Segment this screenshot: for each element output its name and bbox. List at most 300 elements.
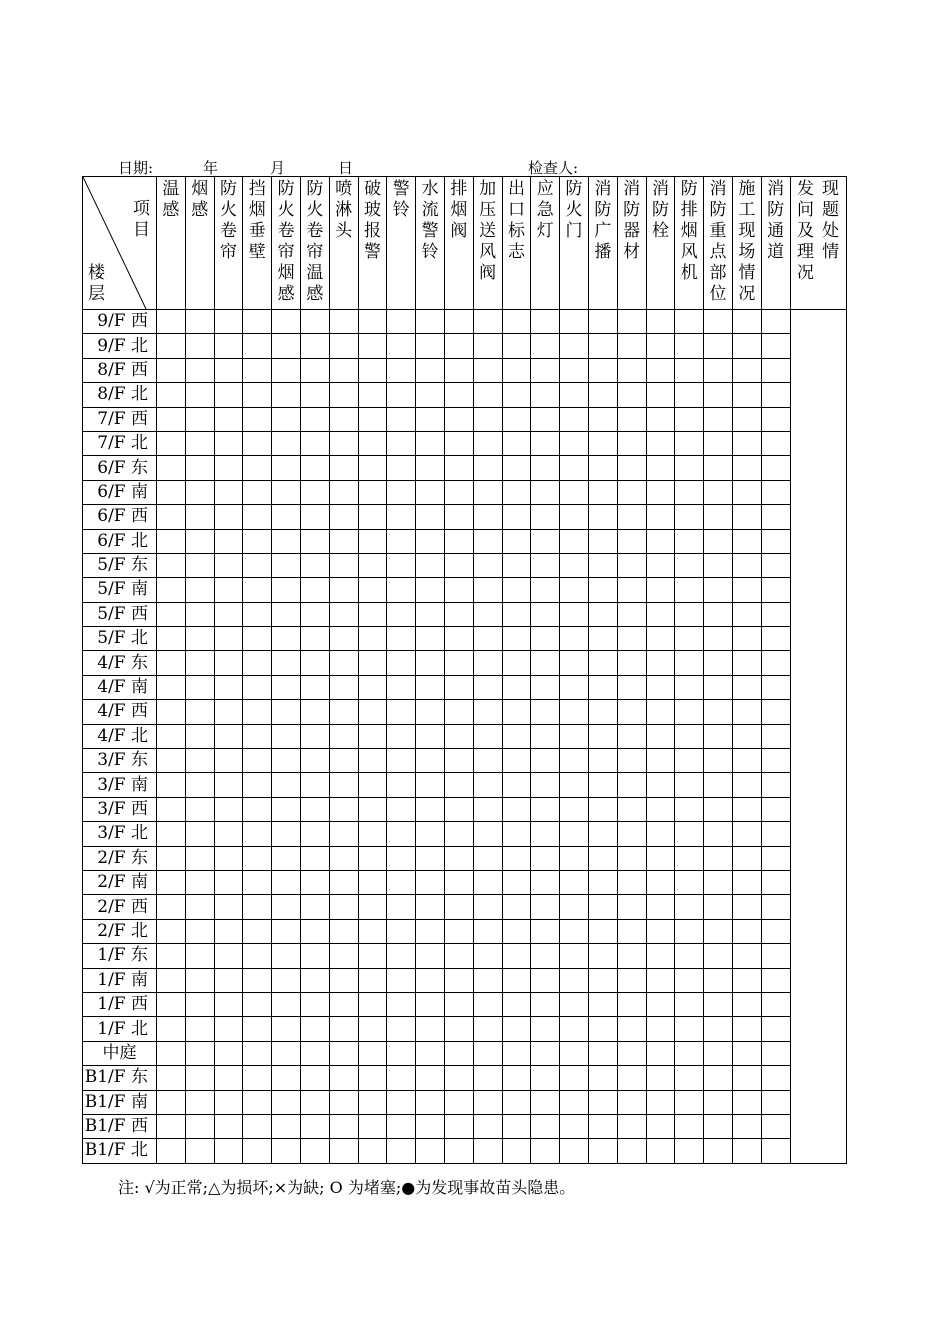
check-cell[interactable] (761, 1139, 790, 1163)
check-cell[interactable] (588, 456, 617, 480)
check-cell[interactable] (502, 407, 531, 431)
check-cell[interactable] (560, 822, 589, 846)
check-cell[interactable] (243, 675, 272, 699)
check-cell[interactable] (617, 505, 646, 529)
check-cell[interactable] (444, 456, 473, 480)
check-cell[interactable] (243, 431, 272, 455)
check-cell[interactable] (473, 407, 502, 431)
check-cell[interactable] (387, 553, 416, 577)
check-cell[interactable] (214, 1017, 243, 1041)
check-cell[interactable] (732, 1041, 761, 1065)
check-cell[interactable] (560, 749, 589, 773)
check-cell[interactable] (531, 334, 560, 358)
check-cell[interactable] (761, 919, 790, 943)
check-cell[interactable] (387, 724, 416, 748)
check-cell[interactable] (329, 578, 358, 602)
check-cell[interactable] (444, 700, 473, 724)
check-cell[interactable] (473, 383, 502, 407)
check-cell[interactable] (473, 992, 502, 1016)
check-cell[interactable] (214, 944, 243, 968)
check-cell[interactable] (675, 724, 704, 748)
check-cell[interactable] (560, 724, 589, 748)
check-cell[interactable] (761, 602, 790, 626)
check-cell[interactable] (588, 627, 617, 651)
check-cell[interactable] (387, 456, 416, 480)
check-cell[interactable] (502, 1041, 531, 1065)
check-cell[interactable] (732, 529, 761, 553)
check-cell[interactable] (329, 358, 358, 382)
check-cell[interactable] (243, 1017, 272, 1041)
check-cell[interactable] (272, 992, 301, 1016)
check-cell[interactable] (387, 407, 416, 431)
check-cell[interactable] (300, 407, 329, 431)
check-cell[interactable] (761, 724, 790, 748)
check-cell[interactable] (761, 895, 790, 919)
check-cell[interactable] (704, 675, 733, 699)
check-cell[interactable] (675, 968, 704, 992)
check-cell[interactable] (329, 431, 358, 455)
check-cell[interactable] (185, 919, 214, 943)
check-cell[interactable] (502, 578, 531, 602)
check-cell[interactable] (416, 944, 445, 968)
check-cell[interactable] (387, 578, 416, 602)
check-cell[interactable] (560, 919, 589, 943)
check-cell[interactable] (732, 992, 761, 1016)
check-cell[interactable] (243, 310, 272, 334)
check-cell[interactable] (531, 1017, 560, 1041)
check-cell[interactable] (675, 1017, 704, 1041)
check-cell[interactable] (329, 651, 358, 675)
check-cell[interactable] (300, 505, 329, 529)
check-cell[interactable] (761, 749, 790, 773)
check-cell[interactable] (502, 383, 531, 407)
check-cell[interactable] (617, 1017, 646, 1041)
check-cell[interactable] (531, 553, 560, 577)
check-cell[interactable] (157, 968, 186, 992)
check-cell[interactable] (588, 480, 617, 504)
check-cell[interactable] (444, 1017, 473, 1041)
check-cell[interactable] (214, 602, 243, 626)
check-cell[interactable] (588, 1066, 617, 1090)
check-cell[interactable] (444, 383, 473, 407)
check-cell[interactable] (272, 651, 301, 675)
check-cell[interactable] (531, 456, 560, 480)
check-cell[interactable] (617, 383, 646, 407)
check-cell[interactable] (358, 944, 387, 968)
check-cell[interactable] (157, 651, 186, 675)
check-cell[interactable] (704, 992, 733, 1016)
check-cell[interactable] (157, 505, 186, 529)
check-cell[interactable] (704, 383, 733, 407)
check-cell[interactable] (588, 822, 617, 846)
check-cell[interactable] (416, 505, 445, 529)
check-cell[interactable] (502, 822, 531, 846)
check-cell[interactable] (300, 553, 329, 577)
check-cell[interactable] (214, 553, 243, 577)
check-cell[interactable] (675, 529, 704, 553)
check-cell[interactable] (617, 1114, 646, 1138)
check-cell[interactable] (502, 456, 531, 480)
check-cell[interactable] (473, 358, 502, 382)
check-cell[interactable] (502, 358, 531, 382)
check-cell[interactable] (704, 1041, 733, 1065)
check-cell[interactable] (272, 749, 301, 773)
check-cell[interactable] (444, 627, 473, 651)
check-cell[interactable] (185, 797, 214, 821)
check-cell[interactable] (473, 724, 502, 748)
check-cell[interactable] (531, 578, 560, 602)
check-cell[interactable] (214, 431, 243, 455)
check-cell[interactable] (704, 529, 733, 553)
check-cell[interactable] (617, 651, 646, 675)
check-cell[interactable] (444, 431, 473, 455)
check-cell[interactable] (185, 1090, 214, 1114)
check-cell[interactable] (243, 651, 272, 675)
check-cell[interactable] (588, 553, 617, 577)
check-cell[interactable] (704, 407, 733, 431)
check-cell[interactable] (329, 944, 358, 968)
check-cell[interactable] (761, 1017, 790, 1041)
check-cell[interactable] (502, 505, 531, 529)
check-cell[interactable] (617, 968, 646, 992)
check-cell[interactable] (444, 651, 473, 675)
check-cell[interactable] (272, 529, 301, 553)
check-cell[interactable] (560, 602, 589, 626)
check-cell[interactable] (473, 675, 502, 699)
check-cell[interactable] (329, 553, 358, 577)
check-cell[interactable] (588, 602, 617, 626)
check-cell[interactable] (416, 578, 445, 602)
check-cell[interactable] (416, 992, 445, 1016)
check-cell[interactable] (157, 1114, 186, 1138)
check-cell[interactable] (387, 431, 416, 455)
check-cell[interactable] (531, 749, 560, 773)
check-cell[interactable] (243, 846, 272, 870)
check-cell[interactable] (502, 968, 531, 992)
check-cell[interactable] (444, 529, 473, 553)
check-cell[interactable] (300, 846, 329, 870)
check-cell[interactable] (502, 797, 531, 821)
check-cell[interactable] (704, 310, 733, 334)
check-cell[interactable] (502, 846, 531, 870)
check-cell[interactable] (646, 846, 675, 870)
check-cell[interactable] (243, 334, 272, 358)
check-cell[interactable] (387, 505, 416, 529)
check-cell[interactable] (272, 480, 301, 504)
check-cell[interactable] (243, 968, 272, 992)
check-cell[interactable] (473, 505, 502, 529)
check-cell[interactable] (416, 1066, 445, 1090)
check-cell[interactable] (329, 749, 358, 773)
check-cell[interactable] (588, 870, 617, 894)
check-cell[interactable] (329, 505, 358, 529)
check-cell[interactable] (588, 1114, 617, 1138)
check-cell[interactable] (214, 310, 243, 334)
check-cell[interactable] (416, 749, 445, 773)
check-cell[interactable] (243, 724, 272, 748)
check-cell[interactable] (473, 627, 502, 651)
check-cell[interactable] (646, 870, 675, 894)
check-cell[interactable] (185, 700, 214, 724)
check-cell[interactable] (473, 1066, 502, 1090)
check-cell[interactable] (387, 1139, 416, 1163)
check-cell[interactable] (502, 675, 531, 699)
check-cell[interactable] (387, 383, 416, 407)
check-cell[interactable] (732, 407, 761, 431)
check-cell[interactable] (588, 310, 617, 334)
check-cell[interactable] (560, 1139, 589, 1163)
check-cell[interactable] (329, 383, 358, 407)
check-cell[interactable] (588, 846, 617, 870)
check-cell[interactable] (704, 578, 733, 602)
check-cell[interactable] (416, 846, 445, 870)
check-cell[interactable] (588, 651, 617, 675)
check-cell[interactable] (416, 675, 445, 699)
check-cell[interactable] (416, 553, 445, 577)
check-cell[interactable] (675, 1066, 704, 1090)
check-cell[interactable] (214, 529, 243, 553)
check-cell[interactable] (588, 895, 617, 919)
check-cell[interactable] (300, 651, 329, 675)
check-cell[interactable] (416, 480, 445, 504)
check-cell[interactable] (387, 651, 416, 675)
check-cell[interactable] (732, 749, 761, 773)
check-cell[interactable] (157, 383, 186, 407)
check-cell[interactable] (444, 968, 473, 992)
check-cell[interactable] (531, 383, 560, 407)
check-cell[interactable] (560, 578, 589, 602)
check-cell[interactable] (243, 553, 272, 577)
check-cell[interactable] (272, 358, 301, 382)
check-cell[interactable] (732, 822, 761, 846)
check-cell[interactable] (531, 407, 560, 431)
check-cell[interactable] (675, 700, 704, 724)
check-cell[interactable] (444, 846, 473, 870)
check-cell[interactable] (387, 822, 416, 846)
check-cell[interactable] (473, 797, 502, 821)
check-cell[interactable] (416, 1139, 445, 1163)
check-cell[interactable] (444, 1090, 473, 1114)
check-cell[interactable] (588, 797, 617, 821)
check-cell[interactable] (300, 602, 329, 626)
check-cell[interactable] (732, 1139, 761, 1163)
check-cell[interactable] (732, 480, 761, 504)
check-cell[interactable] (588, 1017, 617, 1041)
check-cell[interactable] (675, 578, 704, 602)
check-cell[interactable] (704, 1066, 733, 1090)
check-cell[interactable] (531, 870, 560, 894)
check-cell[interactable] (646, 1017, 675, 1041)
check-cell[interactable] (272, 773, 301, 797)
check-cell[interactable] (732, 1090, 761, 1114)
check-cell[interactable] (704, 1017, 733, 1041)
check-cell[interactable] (761, 822, 790, 846)
check-cell[interactable] (617, 578, 646, 602)
check-cell[interactable] (617, 1041, 646, 1065)
check-cell[interactable] (157, 919, 186, 943)
check-cell[interactable] (185, 456, 214, 480)
check-cell[interactable] (732, 724, 761, 748)
check-cell[interactable] (560, 358, 589, 382)
check-cell[interactable] (531, 724, 560, 748)
check-cell[interactable] (358, 1041, 387, 1065)
check-cell[interactable] (387, 992, 416, 1016)
check-cell[interactable] (416, 919, 445, 943)
check-cell[interactable] (300, 822, 329, 846)
check-cell[interactable] (214, 992, 243, 1016)
check-cell[interactable] (358, 992, 387, 1016)
check-cell[interactable] (675, 675, 704, 699)
check-cell[interactable] (157, 480, 186, 504)
check-cell[interactable] (243, 1139, 272, 1163)
check-cell[interactable] (473, 870, 502, 894)
check-cell[interactable] (300, 1090, 329, 1114)
check-cell[interactable] (272, 553, 301, 577)
check-cell[interactable] (358, 456, 387, 480)
check-cell[interactable] (617, 870, 646, 894)
check-cell[interactable] (329, 1066, 358, 1090)
check-cell[interactable] (214, 1041, 243, 1065)
check-cell[interactable] (214, 724, 243, 748)
check-cell[interactable] (732, 773, 761, 797)
check-cell[interactable] (157, 334, 186, 358)
check-cell[interactable] (704, 724, 733, 748)
check-cell[interactable] (387, 1066, 416, 1090)
check-cell[interactable] (473, 334, 502, 358)
check-cell[interactable] (473, 822, 502, 846)
check-cell[interactable] (473, 895, 502, 919)
check-cell[interactable] (243, 358, 272, 382)
check-cell[interactable] (675, 919, 704, 943)
check-cell[interactable] (675, 797, 704, 821)
check-cell[interactable] (157, 846, 186, 870)
check-cell[interactable] (185, 407, 214, 431)
check-cell[interactable] (272, 334, 301, 358)
check-cell[interactable] (502, 919, 531, 943)
check-cell[interactable] (732, 1017, 761, 1041)
check-cell[interactable] (185, 553, 214, 577)
check-cell[interactable] (358, 846, 387, 870)
check-cell[interactable] (243, 992, 272, 1016)
check-cell[interactable] (732, 1066, 761, 1090)
check-cell[interactable] (588, 358, 617, 382)
check-cell[interactable] (243, 602, 272, 626)
check-cell[interactable] (243, 1114, 272, 1138)
check-cell[interactable] (444, 1114, 473, 1138)
check-cell[interactable] (675, 651, 704, 675)
check-cell[interactable] (646, 651, 675, 675)
check-cell[interactable] (588, 1090, 617, 1114)
check-cell[interactable] (588, 578, 617, 602)
check-cell[interactable] (243, 529, 272, 553)
check-cell[interactable] (272, 968, 301, 992)
check-cell[interactable] (358, 407, 387, 431)
check-cell[interactable] (157, 407, 186, 431)
check-cell[interactable] (416, 602, 445, 626)
check-cell[interactable] (387, 358, 416, 382)
check-cell[interactable] (444, 578, 473, 602)
check-cell[interactable] (416, 383, 445, 407)
check-cell[interactable] (560, 968, 589, 992)
check-cell[interactable] (358, 870, 387, 894)
check-cell[interactable] (560, 627, 589, 651)
check-cell[interactable] (358, 602, 387, 626)
check-cell[interactable] (329, 310, 358, 334)
check-cell[interactable] (732, 797, 761, 821)
check-cell[interactable] (329, 1139, 358, 1163)
check-cell[interactable] (646, 407, 675, 431)
check-cell[interactable] (502, 334, 531, 358)
check-cell[interactable] (329, 968, 358, 992)
check-cell[interactable] (358, 773, 387, 797)
check-cell[interactable] (732, 553, 761, 577)
check-cell[interactable] (358, 383, 387, 407)
check-cell[interactable] (502, 1017, 531, 1041)
check-cell[interactable] (214, 870, 243, 894)
check-cell[interactable] (214, 407, 243, 431)
check-cell[interactable] (473, 846, 502, 870)
check-cell[interactable] (185, 334, 214, 358)
check-cell[interactable] (704, 505, 733, 529)
check-cell[interactable] (646, 675, 675, 699)
check-cell[interactable] (646, 627, 675, 651)
check-cell[interactable] (560, 310, 589, 334)
check-cell[interactable] (157, 358, 186, 382)
check-cell[interactable] (502, 1139, 531, 1163)
check-cell[interactable] (444, 1066, 473, 1090)
check-cell[interactable] (272, 578, 301, 602)
check-cell[interactable] (617, 431, 646, 455)
check-cell[interactable] (732, 944, 761, 968)
check-cell[interactable] (444, 602, 473, 626)
check-cell[interactable] (502, 1114, 531, 1138)
check-cell[interactable] (300, 578, 329, 602)
check-cell[interactable] (185, 944, 214, 968)
check-cell[interactable] (358, 480, 387, 504)
check-cell[interactable] (358, 358, 387, 382)
check-cell[interactable] (560, 407, 589, 431)
check-cell[interactable] (358, 749, 387, 773)
check-cell[interactable] (560, 1090, 589, 1114)
check-cell[interactable] (300, 895, 329, 919)
check-cell[interactable] (617, 1090, 646, 1114)
check-cell[interactable] (560, 895, 589, 919)
check-cell[interactable] (646, 944, 675, 968)
check-cell[interactable] (560, 870, 589, 894)
check-cell[interactable] (243, 1090, 272, 1114)
check-cell[interactable] (185, 431, 214, 455)
check-cell[interactable] (560, 846, 589, 870)
check-cell[interactable] (560, 797, 589, 821)
check-cell[interactable] (617, 627, 646, 651)
check-cell[interactable] (761, 383, 790, 407)
check-cell[interactable] (617, 773, 646, 797)
check-cell[interactable] (243, 870, 272, 894)
check-cell[interactable] (531, 651, 560, 675)
check-cell[interactable] (531, 846, 560, 870)
check-cell[interactable] (243, 627, 272, 651)
check-cell[interactable] (329, 773, 358, 797)
check-cell[interactable] (329, 797, 358, 821)
check-cell[interactable] (588, 505, 617, 529)
check-cell[interactable] (185, 358, 214, 382)
check-cell[interactable] (358, 919, 387, 943)
check-cell[interactable] (157, 895, 186, 919)
check-cell[interactable] (300, 383, 329, 407)
check-cell[interactable] (358, 1090, 387, 1114)
check-cell[interactable] (329, 456, 358, 480)
check-cell[interactable] (531, 1090, 560, 1114)
